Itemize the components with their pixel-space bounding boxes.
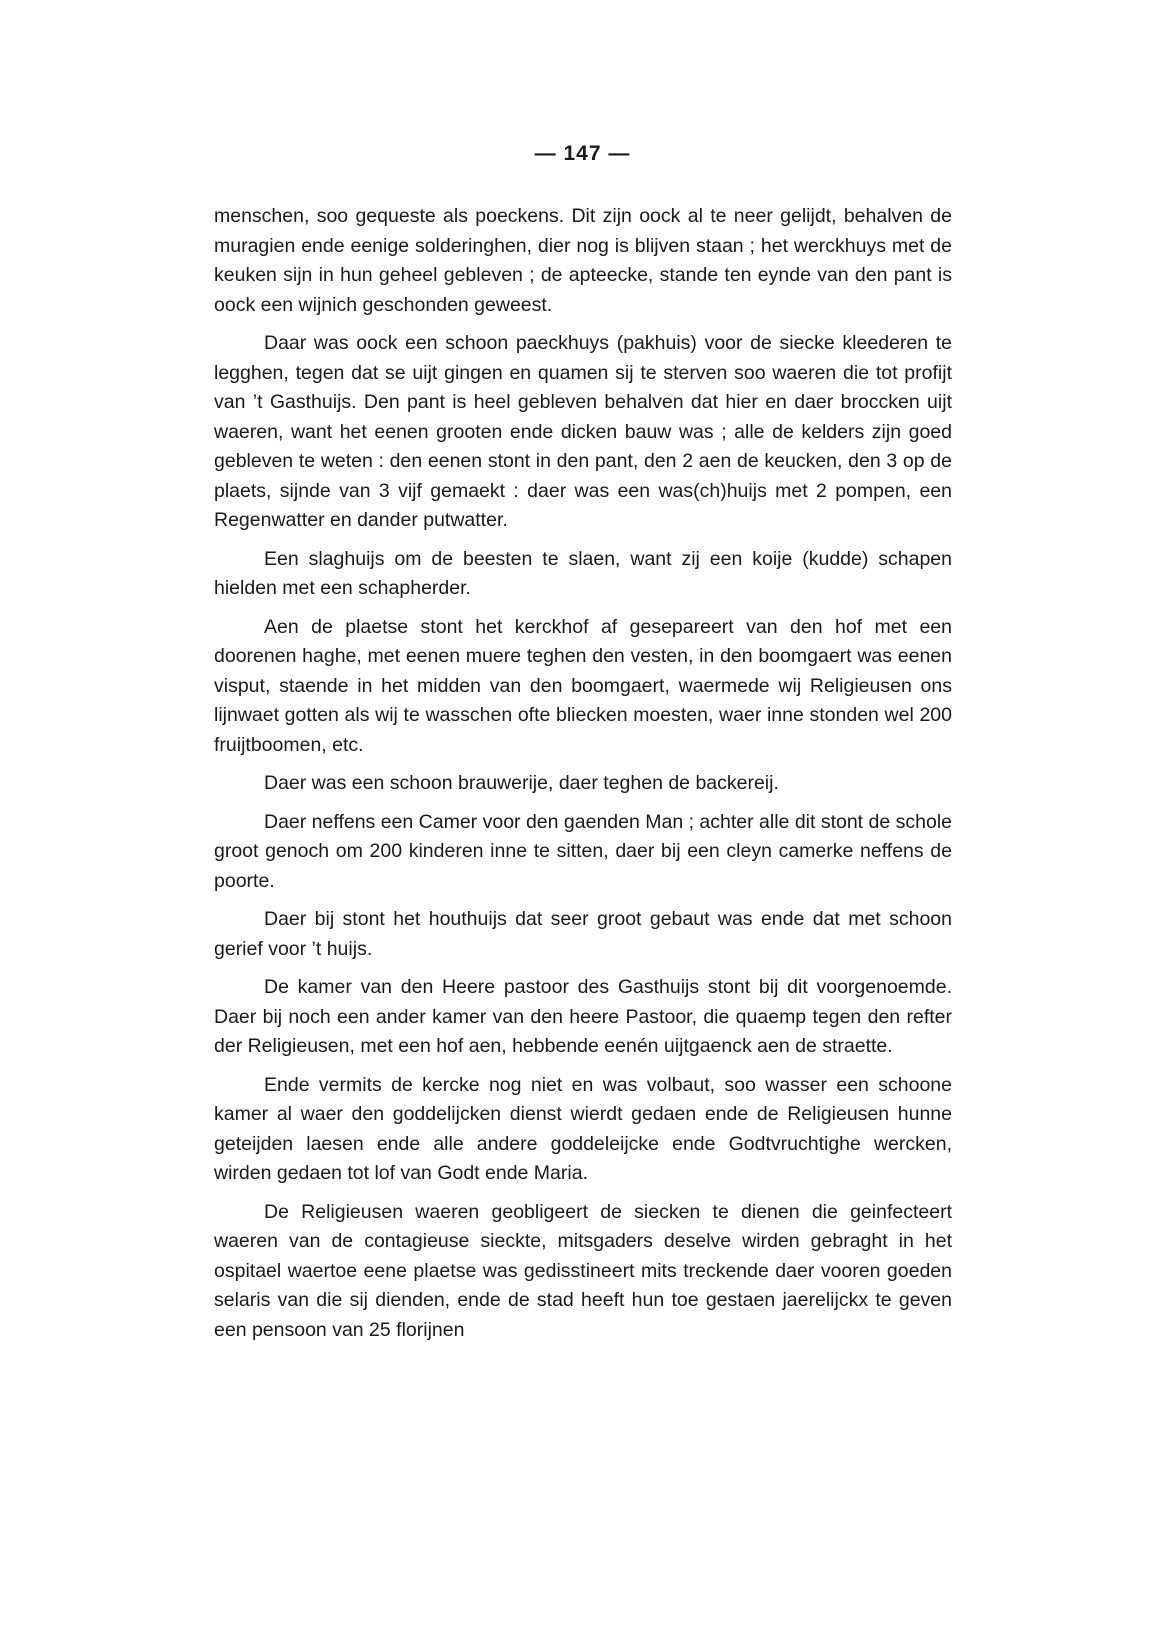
paragraph-10: De Religieusen waeren geobligeert de siecken te dienen die geinfecteert waeren van de contagieuse sieckte, mitsgaders deselve wirden gebraght in het ospitael waertoe eene plaetse was gedisstineert mits treckende daer vooren goeden selaris van die sij dienden, ende de stad heeft hun toe gestaen jaerelijckx te geven een pensoon van 25 florijnen bbox=[214, 1200, 952, 1341]
paragraph-5: Daer was een schoon brauwerije, daer teghen de backereij. bbox=[264, 772, 779, 794]
paragraph-4: Aen de plaetse stont het kerckhof af gesepareert van den hof met een doorenen haghe, met eenen muere teghen den vesten, in den boomgaert was eenen visput, staende in het midden van den boomgaert, waermede wij Religieusen ons lijnwaet gotten als wij te wasschen ofte bliecken moesten, waer inne stonden wel 200 fruijtboomen, etc. bbox=[214, 615, 952, 756]
paragraph-9: Ende vermits de kercke nog niet en was volbaut, soo wasser een schoone kamer al waer den goddelijcken dienst wierdt gedaen ende de Religieusen hunne geteijden laesen ende alle andere goddeleijcke ende Godtvruchtighe wercken, wirden gedaen tot lof van Godt ende Maria. bbox=[214, 1073, 952, 1184]
paragraph-7: Daer bij stont het houthuijs dat seer groot gebaut was ende dat met schoon gerief voor ’t huijs. bbox=[214, 908, 952, 960]
paragraph-1: menschen, soo gequeste als poeckens. Dit zijn oock al te neer gelijdt, behalven de muragien ende eenige solderinghen, dier nog is blijven staan ; het werckhuys met de keuken sijn in hun geheel gebleven ; de apteecke, stande ten eynde van den pant is oock een wijnich geschonden geweest. bbox=[214, 205, 952, 316]
text-body bbox=[214, 202, 952, 1354]
paragraph-3: Een slaghuijs om de beesten te slaen, want zij een koije (kudde) schapen hielden met een schapherder. bbox=[214, 547, 952, 599]
paragraph-6: Daer neffens een Camer voor den gaenden Man ; achter alle dit stont de schole groot genoch om 200 kinderen inne te sitten, daer bij een cleyn camerke neffens de poorte. bbox=[214, 810, 952, 892]
page-number: — 147 — bbox=[534, 142, 631, 165]
paragraph-8: De kamer van den Heere pastoor des Gasthuijs stont bij dit voorgenoemde. Daer bij noch een ander kamer van den heere Pastoor, die quaemp tegen den refter der Religieusen, met een hof aen, hebbende eenén uijtgaenck aen de straette. bbox=[214, 976, 952, 1057]
paragraph-2: Daar was oock een schoon paeckhuys (pakhuis) voor de siecke kleederen te legghen, tegen dat se uijt gingen en quamen sij te sterven soo waeren die tot profijt van ’t Gasthuijs. Den pant is heel gebleven behalven dat hier en daer broccken uijt waeren, want het eenen grooten ende dicken bauw was ; alle de kelders zijn goed gebleven te weten : den eenen stont in den pant, den 2 aen de keucken, den 3 op de plaets, sijnde van 3 vijf gemaekt : daer was een was(ch)huijs met 2 pompen, een Regenwatter en dander putwatter. bbox=[214, 332, 952, 531]
